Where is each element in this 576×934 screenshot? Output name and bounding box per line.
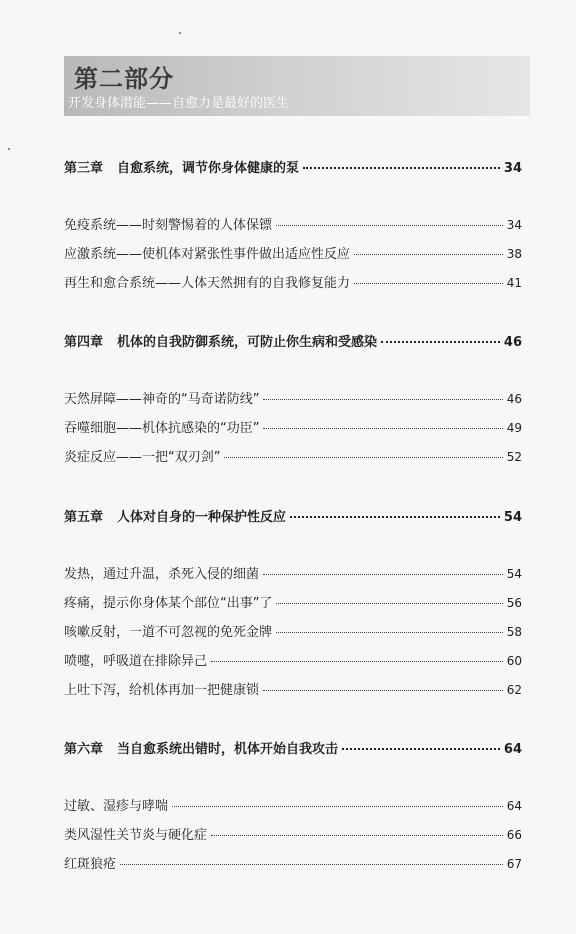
page-number: 41 (506, 276, 522, 290)
page-number: 58 (506, 625, 522, 639)
toc-section[interactable] (64, 417, 522, 439)
toc-section[interactable] (64, 795, 522, 817)
dot-leader (211, 835, 503, 836)
section-title: 炎症反应——一把“双刃剑” (64, 450, 221, 465)
dot-leader (276, 225, 503, 226)
dot-leader (276, 603, 502, 604)
toc-chapter[interactable] (64, 157, 522, 179)
section-title: 应激系统——使机体对紧张性事件做出适应性反应 (64, 247, 351, 262)
page-number: 54 (506, 567, 522, 581)
page-number: 64 (506, 799, 522, 813)
page-number: 49 (506, 421, 522, 435)
scan-speck (179, 32, 181, 34)
section-title: 再生和愈合系统——人体天然拥有的自我修复能力 (64, 276, 351, 291)
part-banner (64, 56, 530, 116)
dot-leader (354, 254, 503, 255)
dot-leader (211, 661, 503, 662)
page-number: 52 (506, 450, 522, 464)
page-number: 64 (503, 742, 522, 757)
dot-leader (276, 632, 503, 633)
page-number: 56 (506, 596, 522, 610)
chapter-title: 当自愈系统出错时，机体开始自我攻击 (117, 742, 339, 757)
toc-section[interactable] (64, 650, 522, 672)
chapter-number: 第四章 (64, 335, 104, 350)
toc-section[interactable] (64, 214, 522, 236)
dot-leader (263, 399, 502, 400)
chapter-title: 自愈系统，调节你身体健康的泵 (117, 161, 300, 176)
dot-leader (263, 428, 502, 429)
toc-section[interactable] (64, 853, 522, 875)
page-number: 34 (506, 218, 522, 232)
section-title: 喷嚏，呼吸道在排除异己 (64, 654, 208, 669)
dot-leader (381, 341, 500, 343)
dot-leader (224, 457, 502, 458)
section-title: 天然屏障——神奇的“马奇诺防线” (64, 392, 260, 407)
section-title: 上吐下泻，给机体再加一把健康锁 (64, 683, 260, 698)
chapter-number: 第六章 (64, 742, 104, 757)
part-title: 第二部分 (74, 65, 174, 93)
toc-section[interactable] (64, 446, 522, 468)
toc-section[interactable] (64, 243, 522, 265)
section-title: 疼痛，提示你身体某个部位“出事”了 (64, 596, 273, 611)
section-title: 吞噬细胞——机体抗感染的“功臣” (64, 421, 260, 436)
page-number: 67 (506, 857, 522, 871)
chapter-title: 人体对自身的一种保护性反应 (117, 510, 287, 525)
page-number: 60 (506, 654, 522, 668)
dot-leader (303, 167, 500, 169)
page-number: 46 (503, 335, 522, 350)
section-title: 类风湿性关节炎与硬化症 (64, 828, 208, 843)
chapter-number: 第三章 (64, 161, 104, 176)
toc-section[interactable] (64, 824, 522, 846)
section-title: 免疫系统——时刻警惕着的人体保镖 (64, 218, 273, 233)
dot-leader (290, 516, 500, 518)
toc-chapter[interactable] (64, 506, 522, 528)
page-number: 62 (506, 683, 522, 697)
toc-section[interactable] (64, 388, 522, 410)
chapter-number: 第五章 (64, 510, 104, 525)
chapter-title: 机体的自我防御系统，可防止你生病和受感染 (117, 335, 378, 350)
section-title: 发热，通过升温，杀死入侵的细菌 (64, 567, 260, 582)
toc-section[interactable] (64, 679, 522, 701)
dot-leader (263, 690, 503, 691)
toc-section[interactable] (64, 563, 522, 585)
toc-chapter[interactable] (64, 738, 522, 760)
section-title: 红斑狼疮 (64, 857, 117, 872)
toc-section[interactable] (64, 592, 522, 614)
dot-leader (354, 283, 503, 284)
dot-leader (172, 806, 503, 807)
dot-leader (263, 574, 503, 575)
part-subtitle: 开发身体潜能——自愈力是最好的医生 (68, 96, 290, 111)
toc-section[interactable] (64, 272, 522, 294)
dot-leader (342, 748, 500, 750)
toc-chapter[interactable] (64, 331, 522, 353)
page-number: 46 (506, 392, 522, 406)
page-number: 34 (503, 161, 522, 176)
page-number: 54 (503, 510, 522, 525)
section-title: 过敏、湿疹与哮喘 (64, 799, 169, 814)
scan-speck (8, 148, 10, 150)
toc-section[interactable] (64, 621, 522, 643)
page-number: 66 (506, 828, 522, 842)
section-title: 咳嗽反射，一道不可忽视的免死金牌 (64, 625, 273, 640)
dot-leader (120, 864, 503, 865)
page-number: 38 (506, 247, 522, 261)
